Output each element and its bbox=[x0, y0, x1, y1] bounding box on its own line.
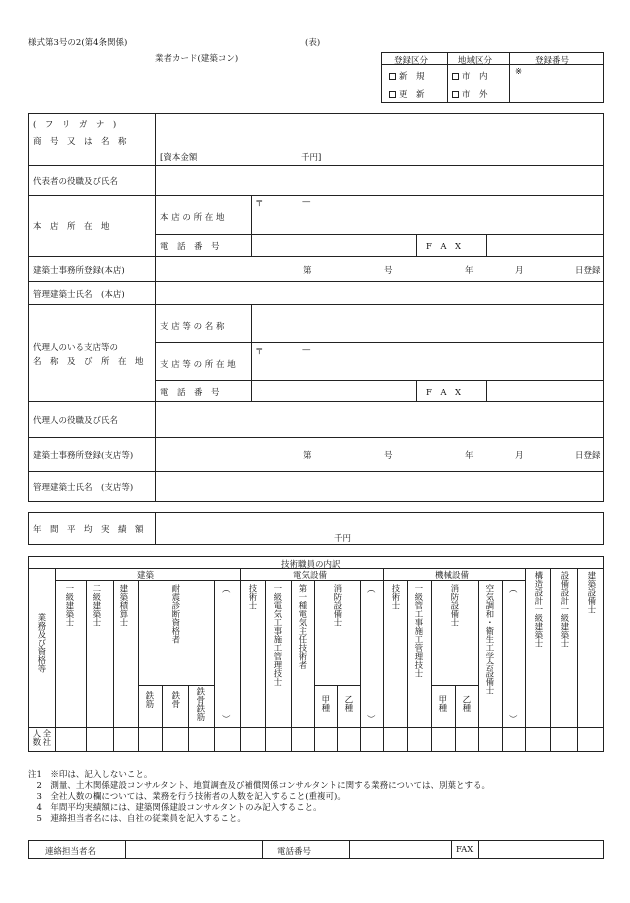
renew-label: 更 新 bbox=[399, 90, 425, 100]
arch-paren-open: ︵ bbox=[222, 585, 231, 595]
building-equipment-engineer: 建築設備士 bbox=[585, 571, 596, 614]
steel-label: 鉄骨 bbox=[169, 691, 180, 708]
branch-label-line2: 名 称 及 び 所 在 地 bbox=[33, 357, 144, 367]
hq-reg-day: 日登録 bbox=[575, 266, 601, 276]
area-type-header: 地域区分 bbox=[458, 56, 493, 66]
arch-group-label: 建築 bbox=[137, 571, 155, 581]
mech-group-label: 機械設備 bbox=[435, 571, 470, 581]
branch-reg-num-prefix: 第 bbox=[303, 451, 312, 461]
annual-average-box bbox=[28, 512, 604, 545]
hq-address-label: 本 店 の 所 在 地 bbox=[160, 213, 225, 223]
branch-postal-mark: 〒 bbox=[255, 347, 264, 357]
renew-checkbox[interactable] bbox=[389, 88, 425, 100]
elec-kou-label: 甲種 bbox=[319, 695, 330, 712]
branch-reg-month: 月 bbox=[515, 451, 524, 461]
elec-paren-open: ︵ bbox=[367, 585, 376, 595]
note-5: 5 連絡担当者名には、自社の従業員を記入すること。 bbox=[28, 814, 246, 824]
total-label-col2: 人数 bbox=[30, 729, 41, 746]
total-label-col1: 全社 bbox=[40, 729, 51, 746]
note-2: 2 測量、土木関係建設コンサルタント、地質調査及び補償関係コンサルタントに関する業務については、別葉とする。 bbox=[28, 781, 490, 791]
air-sanitation-engineer: 空気調和・衛生工学会設備士 bbox=[483, 584, 494, 695]
checkbox-icon[interactable] bbox=[389, 73, 396, 80]
new-checkbox[interactable] bbox=[389, 70, 425, 82]
branch-reg-num-suffix: 号 bbox=[384, 451, 393, 461]
branch-reg-day: 日登録 bbox=[575, 451, 601, 461]
checkbox-icon[interactable] bbox=[452, 73, 459, 80]
notes bbox=[28, 770, 490, 825]
hq-postal-mark: 〒 bbox=[255, 199, 264, 209]
checkbox-icon[interactable] bbox=[452, 91, 459, 98]
contact-fax-label: FAX bbox=[456, 845, 474, 855]
hq-label: 本 店 所 在 地 bbox=[33, 222, 110, 232]
arch-first-class: 一級建築士 bbox=[63, 584, 74, 627]
tech-staff-title: 技術職員の内訳 bbox=[281, 560, 341, 570]
elec-group-label: 電気設備 bbox=[293, 571, 328, 581]
hq-fax-label: F A X bbox=[426, 242, 462, 252]
mech-first-class: 一級管工事施工管理技士 bbox=[412, 584, 423, 678]
contact-footer bbox=[28, 840, 604, 859]
elec-chief-engineer: 第一種電気主任技術者 bbox=[296, 584, 307, 669]
src-label: 鉄骨鉄筋 bbox=[194, 687, 205, 721]
arch-estimator: 建築積算士 bbox=[117, 584, 128, 627]
mech-paren-close: ︶ bbox=[509, 715, 518, 725]
note-1: 注1 ※印は、記入しないこと。 bbox=[28, 770, 153, 780]
elec-first-class: 一級電気工事施工管理技士 bbox=[271, 584, 282, 686]
representative-label: 代表者の役職及び氏名 bbox=[33, 177, 119, 187]
page-side: (表) bbox=[305, 38, 321, 48]
mech-tech-engineer: 技術士 bbox=[389, 584, 400, 610]
checkbox-icon[interactable] bbox=[389, 91, 396, 98]
branch-tel-label: 電 話 番 号 bbox=[160, 388, 220, 398]
branch-reg-year: 年 bbox=[465, 451, 474, 461]
manager-branch-label: 管理建築士氏名 (支店等) bbox=[33, 483, 134, 493]
branch-address-label: 支 店 等 の 所 在 地 bbox=[160, 360, 236, 370]
hq-reg-month: 月 bbox=[515, 266, 524, 276]
elec-paren-close: ︶ bbox=[367, 715, 376, 725]
elec-tech-engineer: 技術士 bbox=[246, 584, 257, 610]
arch-office-hq-label: 建築士事務所登録(本店) bbox=[33, 266, 125, 276]
mech-otsu-label: 乙種 bbox=[460, 695, 471, 712]
arch-paren-close: ︶ bbox=[222, 715, 231, 725]
contact-phone-label: 電話番号 bbox=[277, 847, 312, 857]
rc-label: 鉄筋 bbox=[143, 691, 154, 708]
hq-postal-dash: — bbox=[302, 197, 311, 207]
furigana-label: ( フ リ ガ ナ ) bbox=[33, 120, 117, 130]
arch-second-class: 二級建築士 bbox=[90, 584, 101, 627]
hq-reg-year: 年 bbox=[465, 266, 474, 276]
seismic-diagnosis: 耐震診断資格者 bbox=[169, 584, 180, 644]
elec-fire-equipment: 消防設備士 bbox=[331, 584, 342, 627]
capital-label: [資本金額 bbox=[160, 153, 198, 163]
branch-fax-label: F A X bbox=[426, 388, 462, 398]
city-in-label: 市 内 bbox=[462, 72, 488, 82]
new-label: 新 規 bbox=[399, 72, 425, 82]
note-3: 3 全社人数の欄については、業務を行う技術者の人数を記入すること(重複可)。 bbox=[28, 792, 346, 802]
mech-fire-equipment: 消防設備士 bbox=[448, 584, 459, 627]
annual-average-unit: 千円 bbox=[334, 534, 352, 544]
branch-postal-dash: — bbox=[302, 345, 311, 355]
hq-reg-num-suffix: 号 bbox=[384, 266, 393, 276]
contact-name-label: 連絡担当者名 bbox=[45, 847, 97, 857]
company-name-label: 商 号 又 は 名 称 bbox=[33, 137, 127, 147]
mech-kou-label: 甲種 bbox=[436, 695, 447, 712]
registration-number-header: 登録番号 bbox=[535, 56, 570, 66]
arch-office-branch-label: 建築士事務所登録(支店等) bbox=[33, 451, 134, 461]
annual-average-label: 年 間 平 均 実 績 額 bbox=[33, 525, 144, 535]
form-title: 業者カード(建築コン) bbox=[155, 54, 239, 64]
hq-tel-label: 電 話 番 号 bbox=[160, 242, 220, 252]
branch-label-line1: 代理人のいる支店等の bbox=[33, 343, 119, 353]
note-4: 4 年間平均実績額には、建築関係建設コンサルタントのみ記入すること。 bbox=[28, 803, 322, 813]
elec-otsu-label: 乙種 bbox=[342, 695, 353, 712]
biz-qualification-label: 業務及び資格等 bbox=[35, 613, 46, 673]
form-number: 様式第3号の2(第4条関係) bbox=[28, 38, 128, 48]
manager-hq-label: 管理建築士氏名 (本店) bbox=[33, 290, 125, 300]
capital-unit: 千円] bbox=[301, 153, 322, 163]
registration-type-header: 登録区分 bbox=[394, 56, 429, 66]
city-in-checkbox[interactable] bbox=[452, 70, 488, 82]
city-out-label: 市 外 bbox=[462, 90, 488, 100]
mech-paren-open: ︵ bbox=[509, 585, 518, 595]
company-table bbox=[28, 113, 604, 502]
city-out-checkbox[interactable] bbox=[452, 88, 488, 100]
tech-staff-table bbox=[28, 556, 604, 752]
equipment-design-architect: 設備設計一級建築士 bbox=[558, 571, 569, 648]
registration-box bbox=[381, 52, 604, 103]
branch-name-label: 支 店 等 の 名 称 bbox=[160, 322, 225, 332]
agent-label: 代理人の役職及び氏名 bbox=[33, 416, 119, 426]
admin-mark: ※ bbox=[515, 67, 523, 77]
hq-reg-num-prefix: 第 bbox=[303, 266, 312, 276]
structural-design-architect: 構造設計一級建築士 bbox=[532, 571, 543, 648]
